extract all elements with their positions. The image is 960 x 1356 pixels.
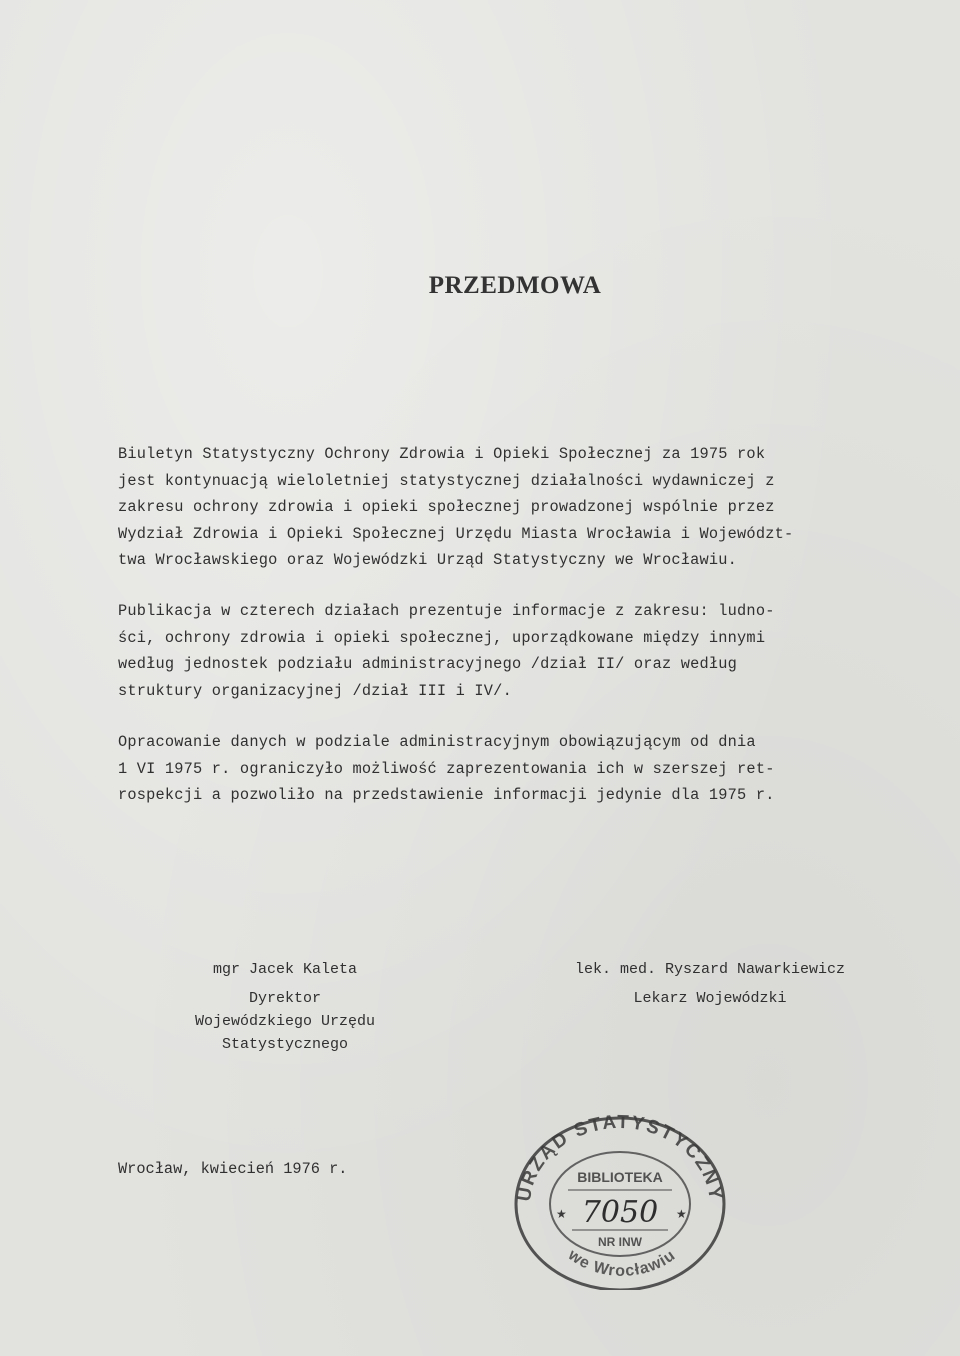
- text-line: jest kontynuacją wieloletniej statystycznej działalności wydawniczej z: [118, 471, 775, 490]
- place-date: Wrocław, kwiecień 1976 r.: [118, 1160, 348, 1178]
- signatory-org: Statystycznego: [221, 1036, 349, 1053]
- text-line: ści, ochrony zdrowia i opieki społecznej, uporządkowane między innymi: [118, 628, 766, 647]
- signature-block-director: [160, 958, 410, 1056]
- text-line: rospekcji a pozwoliło na przedstawienie informacji jedynie dla 1975 r.: [118, 786, 775, 804]
- text-line: twa Wrocławskiego oraz Wojewódzki Urząd Statystyczny we Wrocławiu.: [118, 551, 738, 569]
- text-line: zakresu ochrony zdrowia i opieki społecznej prowadzonej wspólnie przez: [118, 498, 775, 516]
- signatory-name: lek. med. Ryszard Nawarkiewicz: [574, 961, 846, 978]
- text-line: 1 VI 1975 r. ograniczyło możliwość zaprezentowania ich w szerszej ret-: [118, 759, 775, 778]
- stamp-number: 7050: [581, 1195, 659, 1230]
- text-line: struktury organizacyjnej /dział III i IV/.: [118, 681, 512, 700]
- star-icon: ★: [676, 1207, 687, 1221]
- svg-text:we Wrocławiu: [564, 1246, 679, 1280]
- paragraph-intro: [118, 441, 898, 574]
- stamp-arc-top: URZĄD STATYSTYCZNY: [513, 1111, 727, 1203]
- signatory-role: Dyrektor: [248, 990, 321, 1007]
- text-line: według jednostek podziału administracyjnego /dział II/ oraz według: [118, 655, 738, 673]
- signatory-name: mgr Jacek Kaleta: [212, 961, 358, 978]
- text-line: Publikacja w czterech działach prezentuje informacje z zakresu: ludno-: [118, 602, 775, 620]
- text-line: Biuletyn Statystyczny Ochrony Zdrowia i Opieki Społecznej za 1975 rok: [118, 445, 766, 463]
- signatory-role: Lekarz Wojewódzki: [633, 990, 787, 1007]
- signature-block-physician: [520, 958, 900, 1010]
- page-title: PRZEDMOWA: [428, 272, 602, 299]
- paragraph-data-note: [118, 729, 898, 809]
- text-line: Opracowanie danych w podziale administracyjnym obowiązującym od dnia: [118, 733, 756, 751]
- paragraph-scope: [118, 598, 898, 704]
- stamp-nr-label: NR INW: [598, 1235, 642, 1249]
- stamp-arc-bottom: we Wrocławiu: [564, 1246, 680, 1280]
- stamp-label: BIBLIOTEKA: [577, 1169, 663, 1185]
- library-stamp: [508, 1110, 733, 1290]
- text-line: Wydział Zdrowia i Opieki Społecznej Urzędu Miasta Wrocławia i Województ-: [118, 524, 794, 543]
- signatory-org: Wojewódzkiego Urzędu: [194, 1013, 376, 1030]
- star-icon: ★: [556, 1207, 567, 1221]
